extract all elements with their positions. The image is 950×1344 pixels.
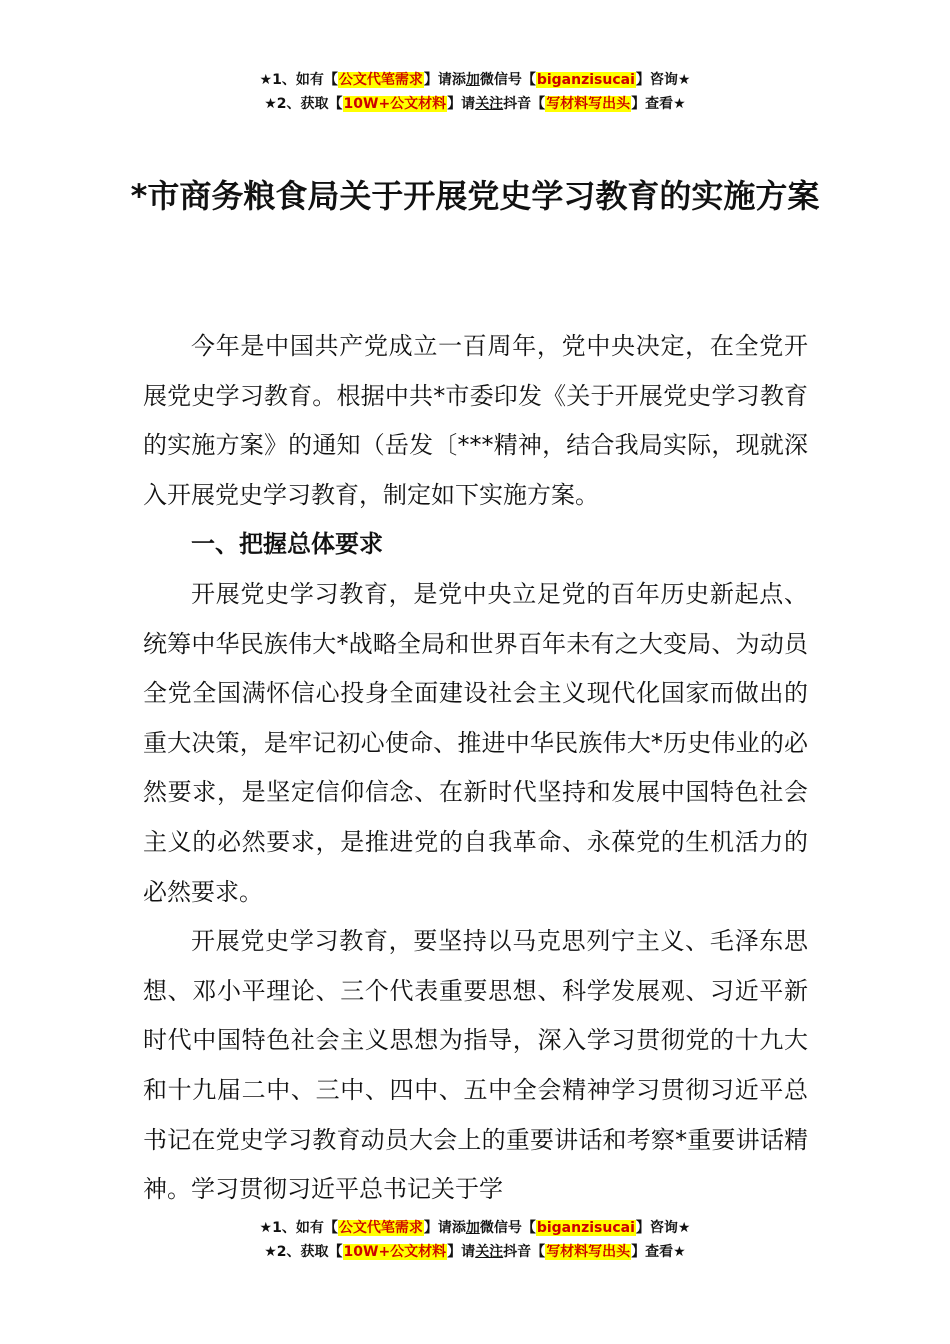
promo-text: 微信号【 [479,1220,536,1236]
promo-text: ★1、如有【 [259,1220,338,1236]
promo-text: 】咨询★ [635,72,691,88]
body-paragraph: 开展党史学习教育，要坚持以马克思列宁主义、毛泽东思想、邓小平理论、三个代表重要思想、科学发展观、习近平新时代中国特色社会主义思想为指导，深入学习贯彻党的十九大和十九届二中、三中、四中、五中全会精神学习贯彻习近平总书记在党史学习教育动员大会上的重要讲话和考察*重要讲话精神。学习贯彻习近平总书记关于学 [143,927,808,1204]
promo-highlight: 公文代笔需求 [338,72,423,88]
promo-underlined-text: 关注 [475,1244,504,1260]
section-heading: 一、把握总体要求 [191,530,383,559]
promo-banner-bottom [0,1216,950,1264]
promo-banner-top [0,68,950,116]
document-body [143,322,808,1215]
promo-line-2 [0,1240,950,1264]
promo-line-2 [0,92,950,116]
promo-underlined-text: 关注 [475,96,504,112]
promo-text: 】请 [447,96,476,112]
promo-highlight: 公文代笔需求 [338,1220,423,1236]
promo-highlight: 写材料写出头 [546,96,631,112]
document-title: *市商务粮食局关于开展党史学习教育的实施方案 [130,177,820,215]
promo-highlight: 10W+公文材料 [343,1244,447,1260]
promo-text: 】查看★ [631,96,686,112]
promo-highlight: 10W+公文材料 [343,96,447,112]
promo-text: 抖音【 [503,1244,546,1260]
promo-text: ★1、如有【 [259,72,338,88]
promo-text: ★2、获取【 [264,96,343,112]
promo-line-1 [0,1216,950,1240]
promo-line-1 [0,68,950,92]
intro-paragraph: 今年是中国共产党成立一百周年，党中央决定，在全党开展党史学习教育。根据中共*市委印发《关于开展党史学习教育的实施方案》的通知（岳发〔***精神，结合我局实际，现就深入开展党史学习教育，制定如下实施方案。 [143,332,808,509]
promo-underlined-text: 加 [465,1220,480,1236]
promo-highlight: 写材料写出头 [546,1244,631,1260]
body-paragraph: 开展党史学习教育，是党中央立足党的百年历史新起点、统筹中华民族伟大*战略全局和世界百年未有之大变局、为动员全党全国满怀信心投身全面建设社会主义现代化国家而做出的重大决策，是牢记初心使命、推进中华民族伟大*历史伟业的必然要求，是坚定信仰信念、在新时代坚持和发展中国特色社会主义的必然要求，是推进党的自我革命、永葆党的生机活力的必然要求。 [143,579,808,906]
promo-text: 微信号【 [479,72,536,88]
promo-text: 抖音【 [503,96,546,112]
promo-text: ★2、获取【 [264,1244,343,1260]
promo-underlined-text: 加 [465,72,480,88]
promo-highlight: biganzisucai [536,72,635,88]
promo-text: 】查看★ [631,1244,686,1260]
promo-text: 】咨询★ [635,1220,691,1236]
promo-highlight: biganzisucai [536,1220,635,1236]
promo-text: 】请添 [423,72,466,88]
promo-text: 】请 [447,1244,476,1260]
promo-text: 】请添 [423,1220,466,1236]
